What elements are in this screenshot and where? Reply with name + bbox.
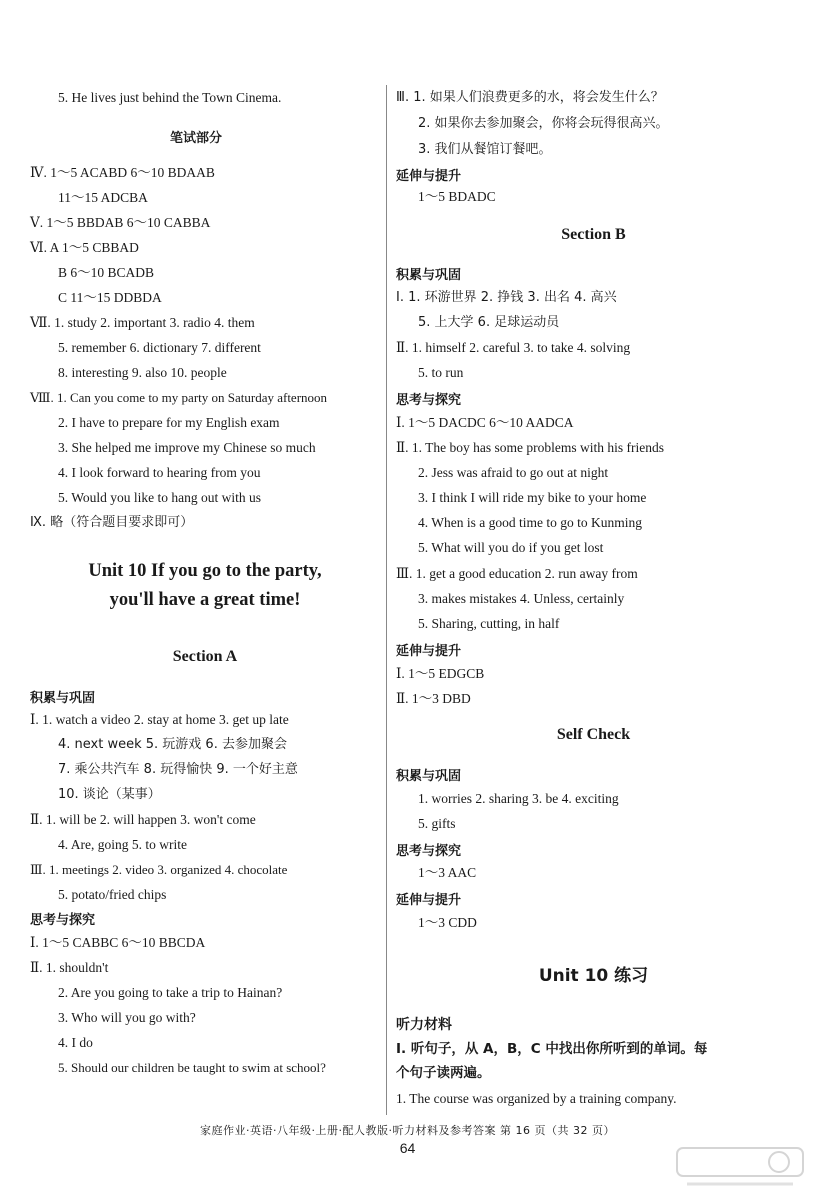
answer-line: Ⅱ. 1. shouldn't: [30, 960, 109, 975]
page-footer: 家庭作业·英语·八年级·上册·配人教版·听力材料及参考答案 第 16 页（共 32 页）: [200, 1124, 615, 1137]
subsection-heading: 思考与探究: [30, 913, 96, 928]
instruction-line: 个句子读两遍。: [396, 1065, 491, 1081]
answer-line: 1～3 AAC: [418, 865, 477, 880]
answer-line: 1. The course was organized by a training company.: [396, 1091, 677, 1106]
answer-line: Ⅲ. 1. 如果人们浪费更多的水，将会发生什么？: [396, 90, 664, 105]
answer-line: Ⅲ. 1. get a good education 2. run away from: [396, 566, 638, 581]
answer-line: 4. Are, going 5. to write: [58, 837, 187, 852]
unit-title: Unit 10 If you go to the party,: [88, 561, 322, 581]
answer-line: Ⅰ. 1～5 EDGCB: [396, 666, 485, 681]
answer-line: 4. When is a good time to go to Kunming: [418, 515, 642, 530]
answer-line: 5. 上大学 6. 足球运动员: [418, 315, 560, 330]
answer-line: Ⅱ. 1. himself 2. careful 3. to take 4. solving: [396, 340, 631, 355]
answer-line: 7. 乘公共汽车 8. 玩得愉快 9. 一个好主意: [58, 762, 298, 777]
answer-line: 5. What will you do if you get lost: [418, 540, 604, 555]
answer-line: C 11～15 DDBDA: [58, 290, 162, 305]
answer-line: 2. Are you going to take a trip to Hainan?: [58, 985, 283, 1000]
answer-line: Ⅳ. 1～5 ACABD 6～10 BDAAB: [30, 165, 215, 180]
answer-line: 3. Who will you go with?: [58, 1010, 196, 1025]
answer-line: 3. 我们从餐馆订餐吧。: [418, 142, 552, 157]
answer-line: 3. She helped me improve my Chinese so much: [58, 440, 316, 455]
section-title: Self Check: [556, 726, 631, 743]
answer-line: B 6～10 BCADB: [58, 265, 155, 280]
answer-line: Ⅱ. 1. The boy has some problems with his friends: [396, 440, 665, 455]
answer-line: Ⅵ. A 1～5 CBBAD: [30, 240, 139, 255]
answer-line: 5. Should our children be taught to swim at school?: [58, 1060, 326, 1075]
instruction-line: Ⅰ. 听句子，从 A，B，C 中找出你所听到的单词。每: [396, 1041, 708, 1057]
subsection-heading: 听力材料: [396, 1017, 452, 1033]
answer-line: Ⅲ. 1. meetings 2. video 3. organized 4. chocolate: [30, 862, 288, 877]
answer-line: Ⅰ. 1. watch a video 2. stay at home 3. get up late: [30, 712, 289, 727]
answer-line: Ⅰ. 1. 环游世界 2. 挣钱 3. 出名 4. 高兴: [396, 290, 617, 305]
answer-line: 3. makes mistakes 4. Unless, certainly: [418, 591, 625, 606]
answer-line: 1～3 CDD: [418, 915, 477, 930]
answer-line: 5. gifts: [418, 816, 456, 831]
answer-line: 5. potato/fried chips: [58, 887, 167, 902]
answer-line: 1～5 BDADC: [418, 189, 496, 204]
answer-line: 2. I have to prepare for my English exam: [58, 415, 280, 430]
subsection-heading: 思考与探究: [396, 393, 462, 408]
answer-line: 5. to run: [418, 365, 464, 380]
right-column: [396, 0, 791, 1125]
page-number: 64: [399, 1140, 416, 1156]
column-divider: [386, 85, 387, 1115]
answer-line: 5. remember 6. dictionary 7. different: [58, 340, 261, 355]
left-column: [30, 0, 380, 1125]
answer-line: Ⅱ. 1～3 DBD: [396, 691, 471, 706]
answer-line: 5. Sharing, cutting, in half: [418, 616, 560, 631]
answer-line: 11～15 ADCBA: [58, 190, 148, 205]
section-title: Unit 10 练习: [538, 966, 649, 986]
unit-title: you'll have a great time!: [109, 590, 301, 610]
answer-line: Ⅴ. 1～5 BBDAB 6～10 CABBA: [30, 215, 211, 230]
answer-line: 1. worries 2. sharing 3. be 4. exciting: [418, 791, 619, 806]
answer-line: 4. next week 5. 玩游戏 6. 去参加聚会: [58, 737, 287, 752]
section-title: Section B: [561, 226, 626, 243]
answer-line: 2. 如果你去参加聚会，你将会玩得很高兴。: [418, 116, 669, 131]
section-heading: 笔试部分: [170, 131, 223, 146]
subsection-heading: 积累与巩固: [30, 691, 96, 706]
answer-line: Ⅸ. 略（符合题目要求即可）: [30, 515, 194, 530]
answer-line: 5. Would you like to hang out with us: [58, 490, 262, 505]
answer-line: 2. Jess was afraid to go out at night: [418, 465, 609, 480]
answer-line: Ⅶ. 1. study 2. important 3. radio 4. them: [30, 315, 255, 330]
answer-line: Ⅷ. 1. Can you come to my party on Saturday afternoon: [30, 390, 328, 405]
subsection-heading: 积累与巩固: [396, 769, 462, 784]
subsection-heading: 思考与探究: [396, 844, 462, 859]
answer-line: 4. I do: [58, 1035, 93, 1050]
answer-line: Ⅰ. 1～5 CABBC 6～10 BBCDA: [30, 935, 206, 950]
subsection-heading: 延伸与提升: [396, 169, 462, 184]
section-title: Section A: [172, 648, 238, 665]
answer-line: 8. interesting 9. also 10. people: [58, 365, 227, 380]
answer-line: Ⅱ. 1. will be 2. will happen 3. won't come: [30, 812, 256, 827]
answer-line: 3. I think I will ride my bike to your home: [418, 490, 647, 505]
subsection-heading: 延伸与提升: [396, 893, 462, 908]
subsection-heading: 积累与巩固: [396, 268, 462, 283]
answer-line: Ⅰ. 1～5 DACDC 6～10 AADCA: [396, 415, 574, 430]
subsection-heading: 延伸与提升: [396, 644, 462, 659]
watermark-logo-icon: [675, 1144, 805, 1192]
answer-line: 4. I look forward to hearing from you: [58, 465, 261, 480]
answer-line: 5. He lives just behind the Town Cinema.: [58, 90, 282, 105]
answer-line: 10. 谈论（某事）: [58, 787, 161, 802]
